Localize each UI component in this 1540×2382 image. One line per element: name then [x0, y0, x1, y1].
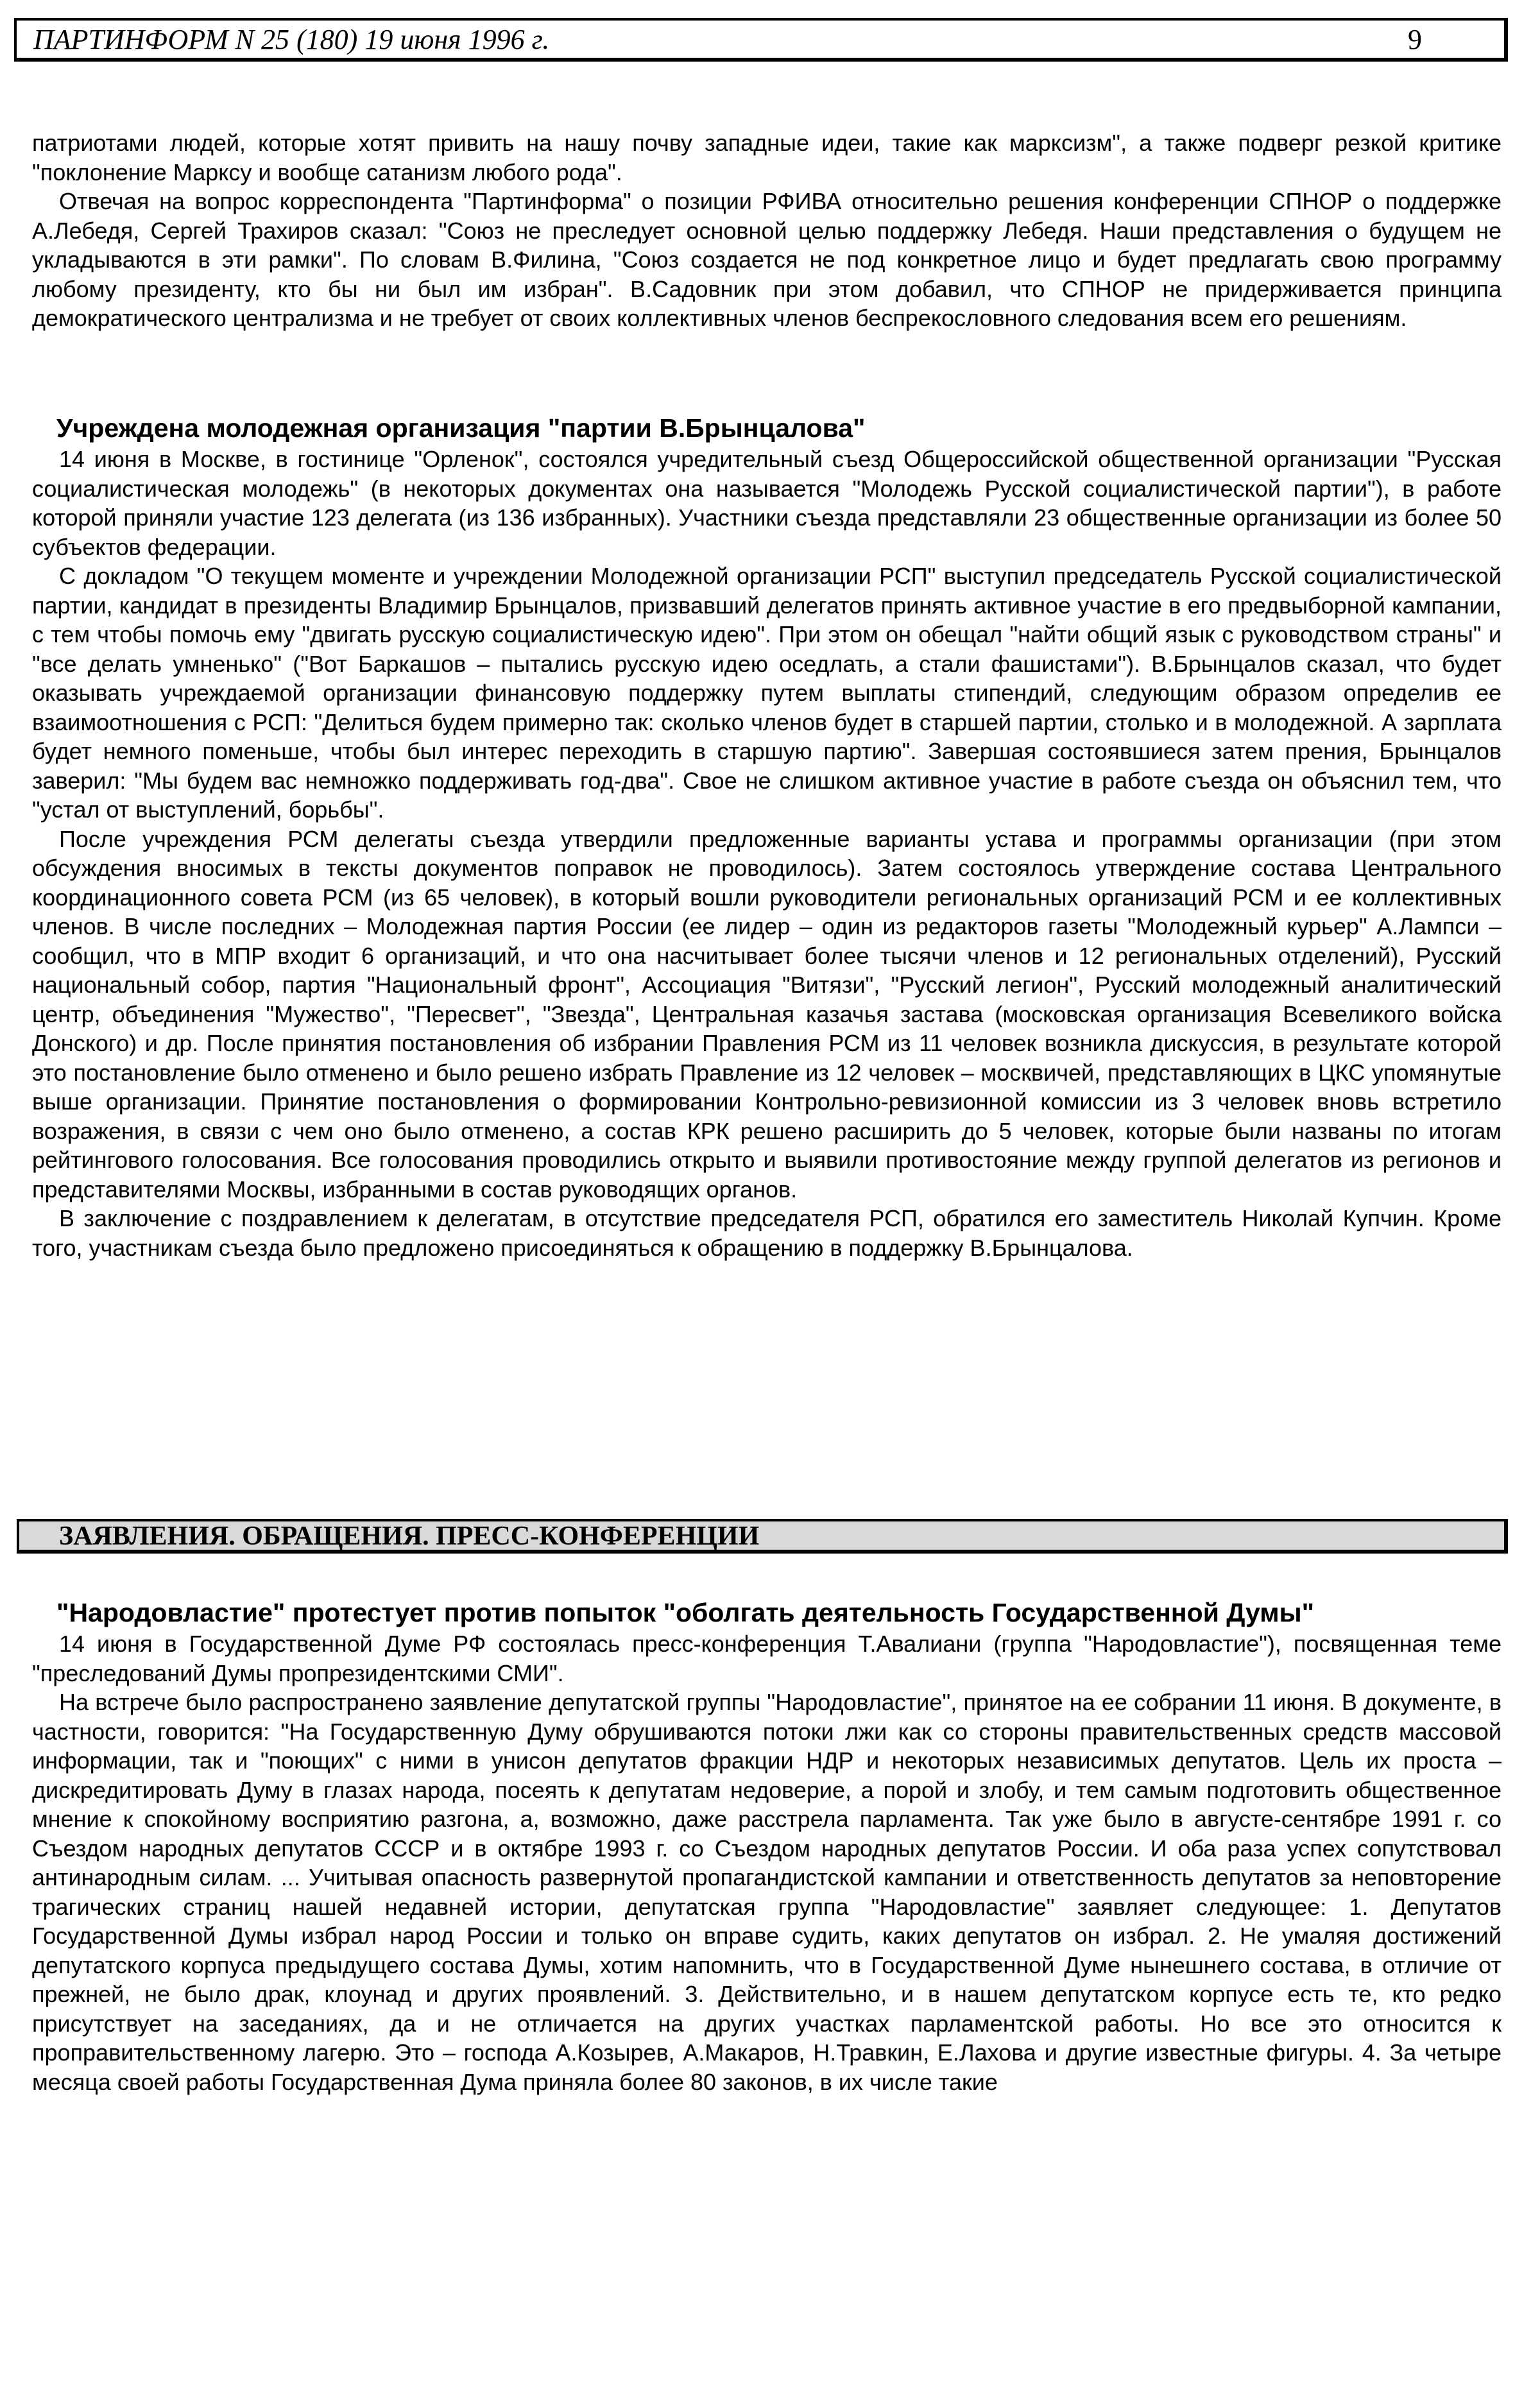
article-headline: "Народовластие" протестует против попыток "оболгать деятельность Государственной Думы"	[56, 1598, 1315, 1627]
paragraph: С докладом "О текущем моменте и учреждении Молодежной организации РСП" выступил председатель Русской социалистической партии, кандидат в президенты Владимир Брынцалов, призвавший делегатов принять активное участие в его предвыборной кампании, с тем чтобы помочь ему "двигать русскую социалистическую идею". При этом он обещал "найти общий язык с руководством страны" и "все делать умненько" ("Вот Баркашов – пытались русскую идею оседлать, а стали фашистами"). В.Брынцалов сказал, что будет оказывать учреждаемой организации финансовую поддержку путем выплаты стипендий, следующим образом определив ее взаимоотношения с РСП: "Делиться будем примерно так: сколько членов будет в старшей партии, столько и в молодежной. А зарплата будет немного поменьше, чтобы был интерес переходить в старшую партию". Завершая состоявшиеся затем прения, Брынцалов заверил: "Мы будем вас немножко поддерживать год-два". Свое не слишком активное участие в работе съезда он объяснил тем, что "устал от выступлений, борьбы".	[32, 563, 1502, 823]
page-header	[14, 18, 1508, 62]
paragraph: На встрече было распространено заявление депутатской группы "Народовластие", принятое на ее собрании 11 июня. В документе, в частности, говорится: "На Государственную Думу обрушиваются потоки лжи как со стороны правительственных средств массовой информации, так и "поющих" с ними в унисон депутатов фракции НДР и некоторых независимых депутатов. Цель их проста – дискредитировать Думу в глазах народа, посеять к депутатам недоверие, а порой и злобу, и тем самым подготовить общественное мнение к спокойному восприятию разгона, а, возможно, даже расстрела парламента. Так уже было в августе-сентябре 1991 г. со Съездом народных депутатов СССР и в октябре 1993 г. со Съездом народных депутатов России. И оба раза успех сопутствовал антинародным силам. ... Учитывая опасность развернутой пропагандистской кампании и ответственность депутатов за неповторение трагических страниц нашей недавней истории, депутатская группа "Народовластие" заявляет следующее: 1. Депутатов Государственной Думы избрал народ России и только он вправе судить, каких депутатов он избрал. 2. Не умаляя достижений депутатского корпуса предыдущего состава Думы, хотим напомнить, что в Государственной Думе нынешнего состава, в отличие от прежней, не было драк, клоунад и других проявлений. 3. Действительно, и в нашем депутатском корпусе есть те, кто редко присутствует на заседаниях, да и не отличается на других участках парламентской работы. Но все это относится к проправительственному лагерю. Это – господа А.Козырев, А.Макаров, Н.Травкин, Е.Лахова и другие известные фигуры. 4. За четыре месяца своей работы Государственная Дума приняла более 80 законов, в их числе такие	[32, 1689, 1502, 2095]
section-title: ЗАЯВЛЕНИЯ. ОБРАЩЕНИЯ. ПРЕСС-КОНФЕРЕНЦИИ	[59, 1521, 760, 1551]
paragraph: Отвечая на вопрос корреспондента "Партинформа" о позиции РФИВА относительно решения конференции СПНОР о поддержке А.Лебедя, Сергей Трахиров сказал: "Союз не преследует основной целью поддержку Лебедя. Наши представления о будущем не укладываются в эти рамки". По словам В.Филина, "Союз создается не под конкретное лицо и будет предлагать свою программу любому президенту, кто бы ни был им избран". В.Садовник при этом добавил, что СПНОР не придерживается принципа демократического централизма и не требует от своих коллективных членов беспрекословного следования всем его решениям.	[32, 188, 1502, 331]
paragraph: В заключение с поздравлением к делегатам, в отсутствие председателя РСП, обратился его заместитель Николай Купчин. Кроме того, участникам съезда было предложено присоединяться к обращению в поддержку В.Брынцалова.	[32, 1205, 1502, 1261]
section-heading	[17, 1519, 1508, 1554]
page-number: 9	[1408, 24, 1422, 55]
paragraph: 14 июня в Государственной Думе РФ состоялась пресс-конференция Т.Авалиани (группа "Народовластие"), посвященная теме "преследований Думы пропрезидентскими СМИ".	[32, 1631, 1502, 1686]
article-continuation	[32, 128, 1502, 333]
article-headline: Учреждена молодежная организация "партии В.Брынцалова"	[56, 413, 866, 443]
paragraph: патриотами людей, которые хотят привить на нашу почву западные идеи, такие как марксизм", а также подверг резкой критике "поклонение Марксу и вообще сатанизм любого рода".	[32, 130, 1502, 185]
paragraph: 14 июня в Москве, в гостинице "Орленок", состоялся учредительный съезд Общероссийской общественной организации "Русская социалистическая молодежь" (в некоторых документах она называется "Молодежь Русской социалистической партии"), в работе которой приняли участие 123 делегата (из 136 избранных). Участники съезда представляли 23 общественные организации из более 50 субъектов федерации.	[32, 446, 1502, 560]
article-youth-organization	[32, 412, 1502, 1262]
issue-title: ПАРТИНФОРМ N 25 (180) 19 июня 1996 г.	[33, 24, 550, 55]
article-narodovlastie	[32, 1597, 1502, 2096]
paragraph: После учреждения РСМ делегаты съезда утвердили предложенные варианты устава и программы организации (при этом обсуждения вносимых в тексты документов поправок не проводилось). Затем состоялось утверждение состава Центрального координационного совета РСМ (из 65 человек), в который вошли руководители региональных организаций РСМ и ее коллективных членов. В числе последних – Молодежная партия России (ее лидер – один из редакторов газеты "Молодежный курьер" А.Лампси – сообщил, что в МПР входит 6 организаций, и что она насчитывает более тысячи членов и 12 региональных отделений), Русский национальный собор, партия "Национальный фронт", Ассоциация "Витязи", "Русский легион", Русский молодежный аналитический центр, объединения "Мужество", "Пересвет", "Звезда", Центральная казачья застава (московская организация Всевеликого войска Донского) и др. После принятия постановления об избрании Правления РСМ из 11 человек возникла дискуссия, в результате которой это постановление было отменено и было решено избрать Правление из 12 человек – москвичей, представляющих в ЦКС упомянутые выше организации. Принятие постановления о формировании Контрольно-ревизионной комиссии из 3 человек вновь встретило возражения, в связи с чем оно было отменено, а состав КРК решено расширить до 5 человек, которые были названы по итогам рейтингового голосования. Все голосования проводились открыто и выявили противостояние между группой делегатов из регионов и представителями Москвы, избранными в состав руководящих органов.	[32, 825, 1502, 1203]
